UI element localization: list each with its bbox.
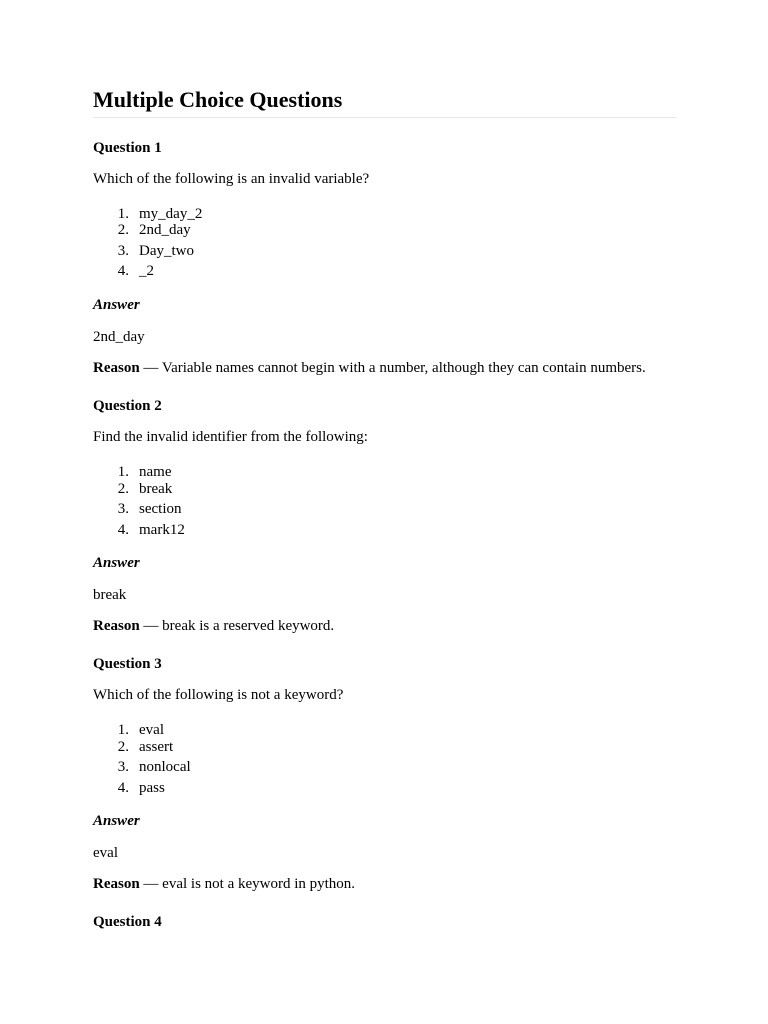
option-item [93, 758, 191, 776]
option-number: 1. [117, 464, 129, 480]
option-item [93, 500, 182, 518]
question-text: Which of the following is an invalid variable? [93, 171, 370, 187]
reason-separator: — [139, 876, 163, 892]
answer-heading: Answer [93, 555, 140, 571]
question-text: Which of the following is not a keyword? [93, 687, 344, 703]
reason-label: Reason [93, 876, 140, 892]
reason-body: eval is not a keyword in python. [162, 876, 356, 892]
answer-heading: Answer [93, 297, 140, 313]
option-number: 4. [117, 263, 129, 279]
title-divider [93, 117, 676, 118]
option-number: 3. [117, 759, 129, 775]
option-item [93, 262, 154, 280]
option-number: 1. [117, 722, 129, 738]
question-heading: Question 2 [93, 398, 162, 414]
option-number: 2. [117, 222, 129, 238]
option-text: name [139, 464, 172, 480]
option-number: 2. [117, 739, 129, 755]
option-text: assert [139, 739, 174, 755]
reason-label: Reason [93, 618, 140, 634]
page-title: Multiple Choice Questions [93, 87, 343, 112]
option-item [93, 738, 173, 756]
reason-body: Variable names cannot begin with a number, although they can contain numbers. [161, 360, 646, 376]
option-text: _2 [139, 263, 154, 279]
question-heading: Question 1 [93, 140, 162, 156]
option-number: 3. [117, 243, 129, 259]
answer-value: break [93, 587, 127, 603]
question-heading: Question 4 [93, 914, 162, 930]
reason-separator: — [139, 618, 163, 634]
option-text: Day_two [139, 243, 194, 259]
option-text: 2nd_day [139, 222, 191, 238]
option-text: section [139, 501, 182, 517]
option-number: 1. [117, 206, 129, 222]
reason-body: break is a reserved keyword. [162, 618, 335, 634]
option-item [93, 521, 185, 539]
option-number: 4. [117, 522, 129, 538]
option-number: 3. [117, 501, 129, 517]
question-text: Find the invalid identifier from the following: [93, 429, 368, 445]
reason-separator: — [139, 360, 162, 376]
reason-text [93, 617, 334, 635]
option-item [93, 779, 165, 797]
option-item [93, 463, 171, 481]
option-item [93, 721, 164, 739]
option-text: nonlocal [139, 759, 191, 775]
reason-label: Reason [93, 360, 140, 376]
question-heading: Question 3 [93, 656, 162, 672]
option-text: mark12 [139, 522, 185, 538]
reason-text [93, 875, 355, 893]
answer-value: eval [93, 845, 118, 861]
option-number: 2. [117, 481, 129, 497]
option-number: 4. [117, 780, 129, 796]
option-text: eval [139, 722, 164, 738]
answer-value: 2nd_day [93, 329, 145, 345]
option-item [93, 480, 172, 498]
option-item [93, 221, 191, 239]
option-text: my_day_2 [139, 206, 203, 222]
option-text: break [139, 481, 173, 497]
option-item [93, 242, 194, 260]
answer-heading: Answer [93, 813, 140, 829]
option-text: pass [139, 780, 165, 796]
reason-text [93, 359, 646, 377]
